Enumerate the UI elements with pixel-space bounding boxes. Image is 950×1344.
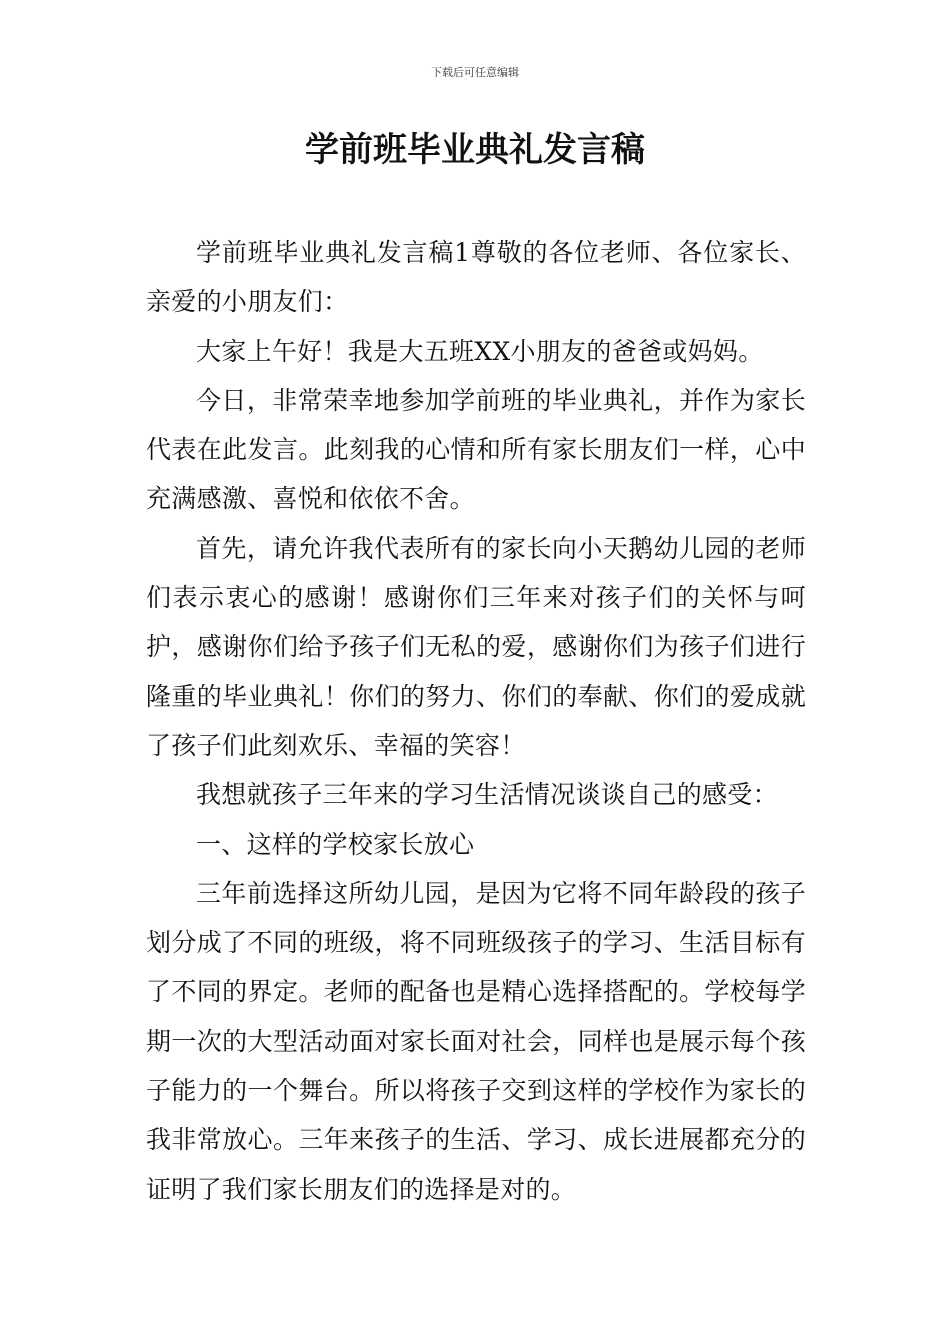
document-title: 学前班毕业典礼发言稿 [305, 130, 645, 170]
section-heading: 一、这样的学校家长放心 [196, 829, 475, 859]
paragraph: 学前班毕业典礼发言稿1尊敬的各位老师、各位家长、亲爱的小朋友们： [146, 238, 806, 317]
document-body [146, 228, 806, 1214]
paragraph: 三年前选择这所幼儿园，是因为它将不同年龄段的孩子划分成了不同的班级，将不同班级孩子的学习、生活目标有了不同的界定。老师的配备也是精心选择搭配的。学校每学期一次的大型活动面对家长面对社会，同样也是展示每个孩子能力的一个舞台。所以将孩子交到这样的学校作为家长的我非常放心。三年来孩子的生活、学习、成长进展都充分的证明了我们家长朋友们的选择是对的。 [146, 878, 806, 1204]
paragraph: 我想就孩子三年来的学习生活情况谈谈自己的感受： [196, 780, 778, 810]
paragraph: 首先，请允许我代表所有的家长向小天鹅幼儿园的老师们表示衷心的感谢！感谢你们三年来对孩子们的关怀与呵护，感谢你们给予孩子们无私的爱，感谢你们为孩子们进行隆重的毕业典礼！你们的努力、你们的奉献、你们的爱成就了孩子们此刻欢乐、幸福的笑容！ [146, 533, 806, 760]
paragraph: 今日，非常荣幸地参加学前班的毕业典礼，并作为家长代表在此发言。此刻我的心情和所有家长朋友们一样，心中充满感激、喜悦和依依不舍。 [146, 385, 806, 514]
paragraph: 大家上午好！我是大五班XX小朋友的爸爸或妈妈。 [196, 336, 764, 366]
header-note: 下载后可任意编辑 [431, 66, 519, 79]
